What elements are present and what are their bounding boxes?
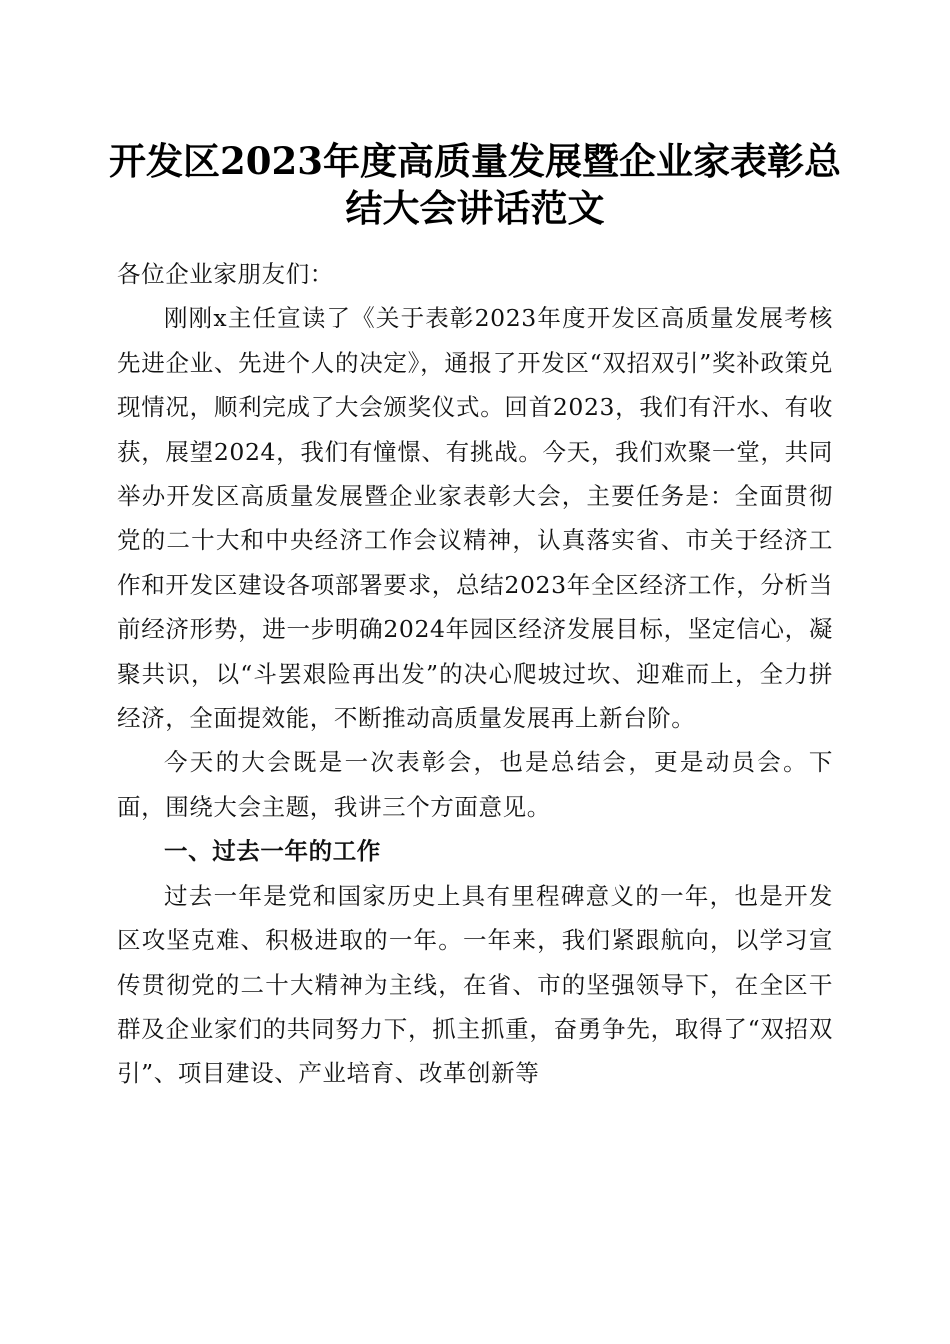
paragraph-purpose: 今天的大会既是一次表彰会，也是总结会，更是动员会。下面，围绕大会主题，我讲三个方面意见。 <box>117 748 833 821</box>
salutation: 各位企业家朋友们： <box>117 260 334 288</box>
paragraph-intro: 刚刚x主任宣读了《关于表彰2023年度开发区高质量发展考核先进企业、先进个人的决定》，通报了开发区“双招双引”奖补政策兑现情况，顺利完成了大会颁奖仪式。回首2023，我们有汗水、有收获，展望2024，我们有憧憬、有挑战。今天，我们欢聚一堂，共同举办开发区高质量发展暨企业家表彰大会，主要任务是：全面贯彻党的二十大和中央经济工作会议精神，认真落实省、市关于经济工作和开发区建设各项部署要求，总结2023年全区经济工作，分析当前经济形势，进一步明确2024年园区经济发展目标，坚定信心，凝聚共识，以“斗罢艰险再出发”的决心爬坡过坎、迎难而上，全力拼经济，全面提效能，不断推动高质量发展再上新台阶。 <box>117 304 833 733</box>
document-title <box>100 138 850 232</box>
title-line-1: 开发区2023年度高质量发展暨企业家表彰总 <box>109 139 841 183</box>
section-paragraph: 过去一年是党和国家历史上具有里程碑意义的一年，也是开发区攻坚克难、积极进取的一年。一年来，我们紧跟航向，以学习宣传贯彻党的二十大精神为主线，在省、市的坚强领导下，在全区干群及企业家们的共同努力下，抓主抓重，奋勇争先，取得了“双招双引”、项目建设、产业培育、改革创新等 <box>117 881 833 1088</box>
section-heading: 一、过去一年的工作 <box>164 837 381 866</box>
title-line-2: 结大会讲话范文 <box>345 186 605 230</box>
document-body <box>117 252 833 1096</box>
